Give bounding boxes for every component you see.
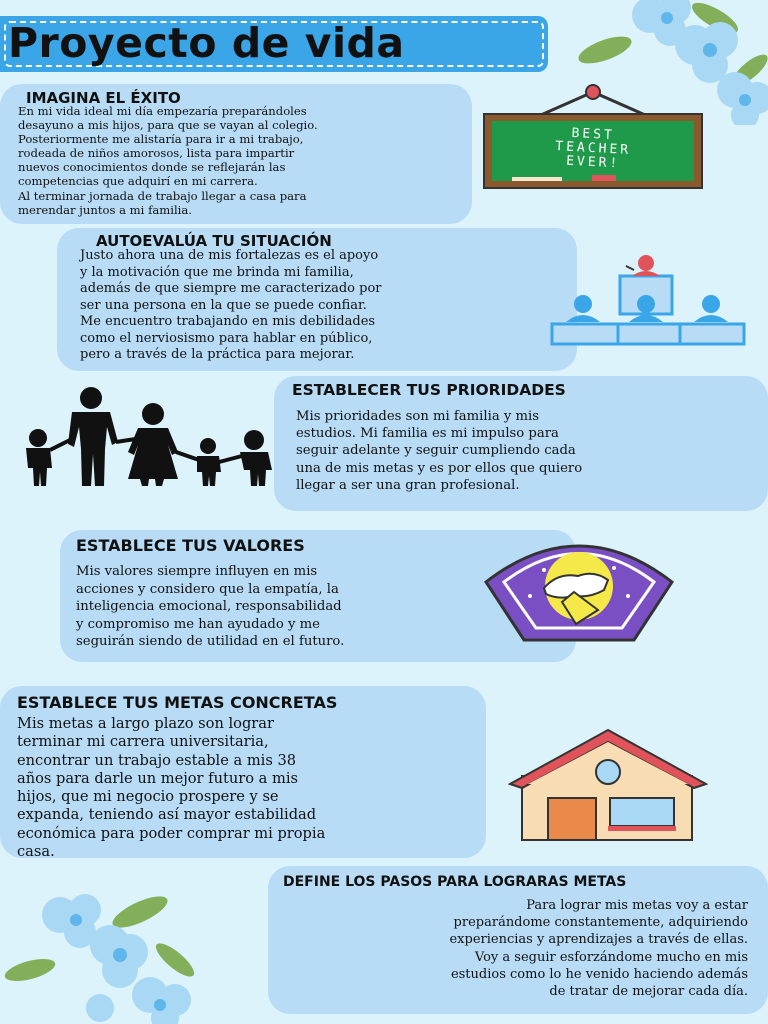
chalkboard-line-3: EVER!	[565, 153, 621, 172]
section-text-prioridades: Mis prioridades son mi familia y mis estudios. Mi familia es mi impulso para seguir adelante y seguir cumpliendo cada una de mis metas y es por ellos que quiero llegar a ser una gran profesional.	[296, 409, 583, 493]
house-icon	[508, 726, 708, 842]
family-silhouette-icon	[20, 386, 278, 488]
section-text-valores: Mis valores siempre influyen en mis acciones y considero que la empatía, la inteligencia emocional, responsabilidad y compromiso me han ayudado y me seguirán siendo de utilidad en el futuro.	[76, 564, 345, 650]
section-text-metas: Mis metas a largo plazo son lograr terminar mi carrera universitaria, encontrar un trabajo estable a mis 38 años para darle un mejor futuro a mis hijos, que mi negocio prospere y se expanda, teniendo así mayor estabilidad económica para poder comprar mi propia casa.	[17, 715, 326, 861]
flower-decoration-icon	[0, 890, 215, 1024]
handshake-badge-icon	[484, 540, 674, 642]
section-heading-prioridades: ESTABLECER TUS PRIORIDADES	[292, 381, 566, 399]
section-heading-pasos: DEFINE LOS PASOS PARA LOGRARAS METAS	[283, 874, 627, 890]
public-speaker-icon	[548, 254, 748, 348]
section-text-pasos: Para lograr mis metas voy a estar preparándome constantemente, adquiriendo experiencias y aprendizajes a través de ellas. Voy a seguir esforzándome mucho en mis estudios como lo he venido haciendo además de tratar de mejorar cada día.	[449, 898, 748, 1000]
page-title: Proyecto de vida	[8, 19, 405, 67]
section-heading-valores: ESTABLECE TUS VALORES	[76, 536, 305, 555]
chalkboard-line-1: BEST	[571, 125, 616, 144]
section-text-exito: En mi vida ideal mi día empezaría preparándoles desayuno a mis hijos, para que se vayan al colegio. Posteriormente me alistaría para ir a mi trabajo, rodeada de niños amorosos, lista para impartir nuevos conocimientos donde se reflejarán las competencias que adquirí en mi carrera. Al terminar jornada de trabajo llegar a casa para merendar juntos a mi familia.	[18, 104, 318, 217]
section-text-situacion: Justo ahora una de mis fortalezas es el apoyo y la motivación que me brinda mi familia, además de que siempre me caracterizado por ser una persona en la que se puede confiar. Me encuentro trabajando en mis debilidades como el nerviosismo para hablar en público, pero a través de la práctica para mejorar.	[80, 248, 382, 362]
chalkboard-line-2: TEACHER	[554, 139, 632, 158]
chalkboard-icon	[482, 84, 704, 192]
section-heading-metas: ESTABLECE TUS METAS CONCRETAS	[17, 693, 338, 712]
section-heading-situacion: AUTOEVALÚA TU SITUACIÓN	[96, 232, 332, 250]
section-heading-exito: IMAGINA EL ÉXITO	[26, 89, 181, 107]
